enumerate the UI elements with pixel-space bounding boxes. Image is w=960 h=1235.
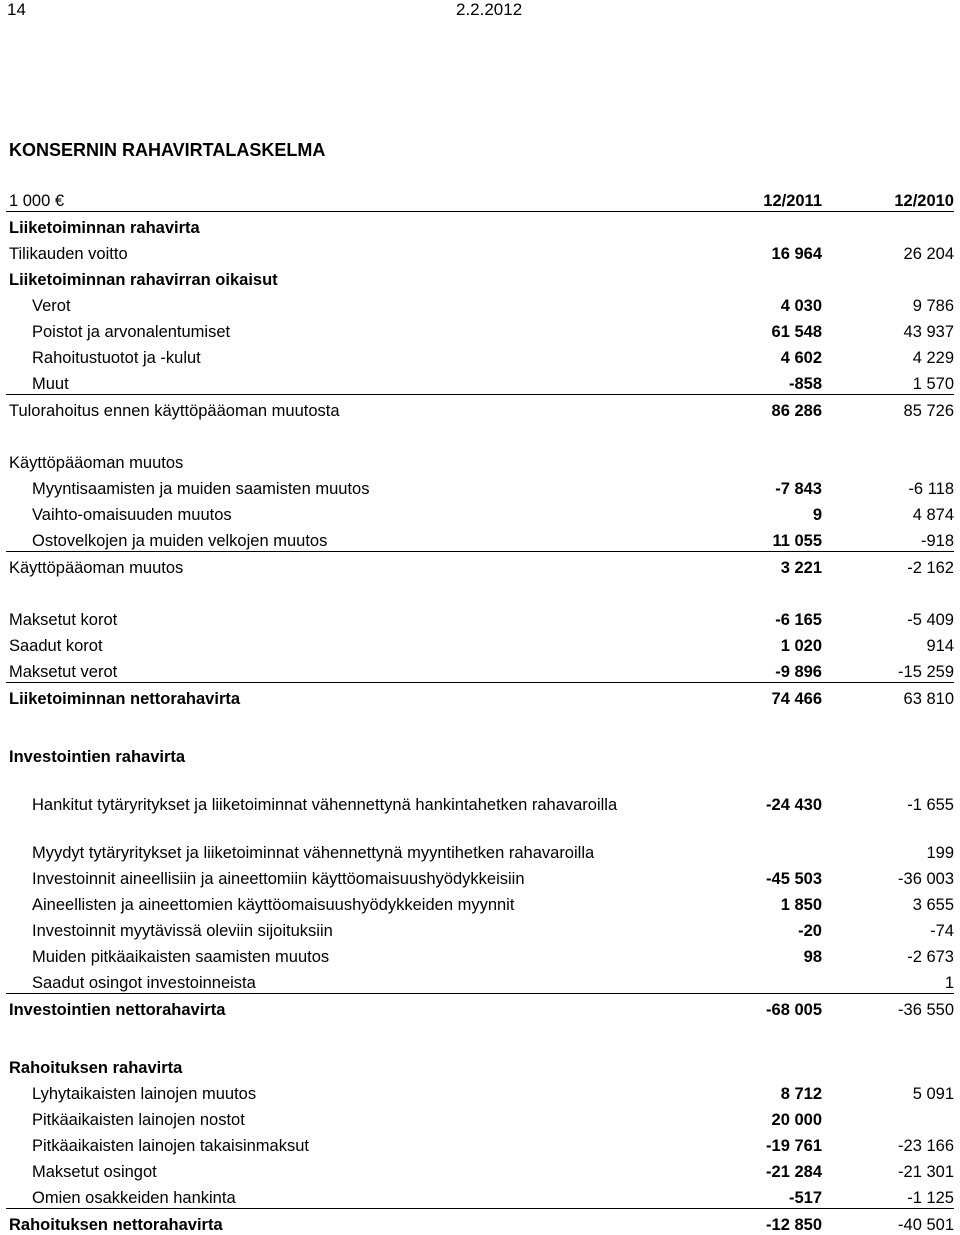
value-2010: 4 874 bbox=[822, 499, 954, 525]
value-2011: -45 503 bbox=[692, 863, 822, 889]
value-2010 bbox=[822, 1052, 954, 1078]
row-label: Hankitut tytäryritykset ja liiketoiminnat vähennettynä hankintahetken rahavaroilla bbox=[6, 767, 692, 815]
table-row bbox=[6, 1130, 954, 1156]
table-row bbox=[6, 1104, 954, 1130]
value-2010: 914 bbox=[822, 630, 954, 656]
row-label: Käyttöpääoman muutos bbox=[6, 447, 692, 473]
table-row bbox=[6, 473, 954, 499]
table-row bbox=[6, 1182, 954, 1209]
value-2011 bbox=[692, 212, 822, 239]
row-label: Maksetut osingot bbox=[6, 1156, 692, 1182]
table-row bbox=[6, 1078, 954, 1104]
table-row bbox=[6, 316, 954, 342]
value-2011 bbox=[692, 967, 822, 994]
subtotal-row bbox=[6, 552, 954, 579]
value-2011: -19 761 bbox=[692, 1130, 822, 1156]
row-label: Muut bbox=[6, 368, 692, 395]
value-2011: 20 000 bbox=[692, 1104, 822, 1130]
row-label: Myyntisaamisten ja muiden saamisten muutos bbox=[6, 473, 692, 499]
value-2010: -6 118 bbox=[822, 473, 954, 499]
total-row bbox=[6, 994, 954, 1021]
value-2010: 1 570 bbox=[822, 368, 954, 395]
value-2011: 3 221 bbox=[692, 552, 822, 579]
value-2010: 85 726 bbox=[822, 395, 954, 422]
value-2010: -5 409 bbox=[822, 604, 954, 630]
value-2010: 199 bbox=[822, 815, 954, 863]
unit-label: 1 000 € bbox=[6, 185, 692, 212]
value-2011: -21 284 bbox=[692, 1156, 822, 1182]
row-label: Saadut korot bbox=[6, 630, 692, 656]
subtotal-row bbox=[6, 395, 954, 422]
value-2011: 4 602 bbox=[692, 342, 822, 368]
column-header-2011: 12/2011 bbox=[692, 185, 822, 212]
value-2010: 43 937 bbox=[822, 316, 954, 342]
value-2010: -2 673 bbox=[822, 941, 954, 967]
value-2011: -9 896 bbox=[692, 656, 822, 683]
section-header-row bbox=[6, 264, 954, 290]
table-row bbox=[6, 967, 954, 994]
value-2011: -517 bbox=[692, 1182, 822, 1209]
row-label: Pitkäaikaisten lainojen takaisinmaksut bbox=[6, 1130, 692, 1156]
value-2011: -858 bbox=[692, 368, 822, 395]
table-row bbox=[6, 630, 954, 656]
value-2011: -12 850 bbox=[692, 1209, 822, 1235]
cash-flow-table bbox=[6, 185, 954, 1235]
table-row bbox=[6, 499, 954, 525]
row-label: Tulorahoitus ennen käyttöpääoman muutosta bbox=[6, 395, 692, 422]
row-label: Käyttöpääoman muutos bbox=[6, 552, 692, 579]
value-2010: -36 003 bbox=[822, 863, 954, 889]
page-number: 14 bbox=[7, 0, 26, 20]
table-row bbox=[6, 342, 954, 368]
value-2010: -1 655 bbox=[822, 767, 954, 815]
row-label: Saadut osingot investoinneista bbox=[6, 967, 692, 994]
row-label: Rahoituksen nettorahavirta bbox=[6, 1209, 692, 1235]
row-label: Investointien nettorahavirta bbox=[6, 994, 692, 1021]
value-2010: -74 bbox=[822, 915, 954, 941]
value-2011: -7 843 bbox=[692, 473, 822, 499]
value-2011: 1 020 bbox=[692, 630, 822, 656]
value-2010: 5 091 bbox=[822, 1078, 954, 1104]
row-label: Myydyt tytäryritykset ja liiketoiminnat vähennettynä myyntihetken rahavaroilla bbox=[6, 815, 692, 863]
value-2011: 8 712 bbox=[692, 1078, 822, 1104]
table-row bbox=[6, 604, 954, 630]
value-2010: -36 550 bbox=[822, 994, 954, 1021]
value-2010: -21 301 bbox=[822, 1156, 954, 1182]
value-2011: 74 466 bbox=[692, 683, 822, 710]
table-row bbox=[6, 863, 954, 889]
row-label: Ostovelkojen ja muiden velkojen muutos bbox=[6, 525, 692, 552]
table-row bbox=[6, 238, 954, 264]
value-2010: 3 655 bbox=[822, 889, 954, 915]
row-label: Aineellisten ja aineettomien käyttöomaisuushyödykkeiden myynnit bbox=[6, 889, 692, 915]
row-label: Rahoituksen rahavirta bbox=[6, 1052, 692, 1078]
value-2011: 86 286 bbox=[692, 395, 822, 422]
report-date: 2.2.2012 bbox=[456, 0, 522, 20]
row-label: Poistot ja arvonalentumiset bbox=[6, 316, 692, 342]
table-row bbox=[6, 915, 954, 941]
value-2010: 63 810 bbox=[822, 683, 954, 710]
total-row bbox=[6, 1209, 954, 1235]
value-2010: -15 259 bbox=[822, 656, 954, 683]
row-label: Maksetut korot bbox=[6, 604, 692, 630]
section-header-row bbox=[6, 1052, 954, 1078]
row-label: Vaihto-omaisuuden muutos bbox=[6, 499, 692, 525]
value-2010 bbox=[822, 264, 954, 290]
value-2011 bbox=[692, 741, 822, 767]
row-label: Liiketoiminnan nettorahavirta bbox=[6, 683, 692, 710]
value-2011: -6 165 bbox=[692, 604, 822, 630]
table-row bbox=[6, 368, 954, 395]
value-2010: 26 204 bbox=[822, 238, 954, 264]
value-2010 bbox=[822, 1104, 954, 1130]
row-label: Investoinnit aineellisiin ja aineettomiin käyttöomaisuushyödykkeisiin bbox=[6, 863, 692, 889]
table-row bbox=[6, 889, 954, 915]
value-2010 bbox=[822, 212, 954, 239]
value-2011: -24 430 bbox=[692, 767, 822, 815]
table-row bbox=[6, 815, 954, 863]
value-2010: 1 bbox=[822, 967, 954, 994]
value-2010: -1 125 bbox=[822, 1182, 954, 1209]
table-row bbox=[6, 1156, 954, 1182]
value-2010: 9 786 bbox=[822, 290, 954, 316]
spacer-row bbox=[6, 1020, 954, 1052]
section-header-row bbox=[6, 741, 954, 767]
section-header-row bbox=[6, 447, 954, 473]
table-row bbox=[6, 290, 954, 316]
row-label: Rahoitustuotot ja -kulut bbox=[6, 342, 692, 368]
value-2011: 1 850 bbox=[692, 889, 822, 915]
value-2011: 4 030 bbox=[692, 290, 822, 316]
table-row bbox=[6, 941, 954, 967]
row-label: Pitkäaikaisten lainojen nostot bbox=[6, 1104, 692, 1130]
value-2010: -2 162 bbox=[822, 552, 954, 579]
value-2011: 61 548 bbox=[692, 316, 822, 342]
value-2011: 16 964 bbox=[692, 238, 822, 264]
total-row bbox=[6, 683, 954, 710]
spacer-row bbox=[6, 709, 954, 741]
value-2011: -68 005 bbox=[692, 994, 822, 1021]
value-2010: -918 bbox=[822, 525, 954, 552]
spacer-row bbox=[6, 421, 954, 447]
table-row bbox=[6, 656, 954, 683]
value-2010: -40 501 bbox=[822, 1209, 954, 1235]
value-2010: -23 166 bbox=[822, 1130, 954, 1156]
value-2011: 9 bbox=[692, 499, 822, 525]
row-label: Muiden pitkäaikaisten saamisten muutos bbox=[6, 941, 692, 967]
row-label: Investoinnit myytävissä oleviin sijoituksiin bbox=[6, 915, 692, 941]
row-label: Tilikauden voitto bbox=[6, 238, 692, 264]
column-header-row bbox=[6, 185, 954, 212]
row-label: Liiketoiminnan rahavirran oikaisut bbox=[6, 264, 692, 290]
row-label: Maksetut verot bbox=[6, 656, 692, 683]
value-2011: 98 bbox=[692, 941, 822, 967]
row-label: Omien osakkeiden hankinta bbox=[6, 1182, 692, 1209]
value-2010: 4 229 bbox=[822, 342, 954, 368]
value-2011: 11 055 bbox=[692, 525, 822, 552]
value-2011 bbox=[692, 815, 822, 863]
value-2011: -20 bbox=[692, 915, 822, 941]
value-2011 bbox=[692, 447, 822, 473]
table-row bbox=[6, 767, 954, 815]
row-label: Investointien rahavirta bbox=[6, 741, 692, 767]
row-label: Verot bbox=[6, 290, 692, 316]
row-label: Lyhytaikaisten lainojen muutos bbox=[6, 1078, 692, 1104]
column-header-2010: 12/2010 bbox=[822, 185, 954, 212]
table-row bbox=[6, 525, 954, 552]
row-label: Liiketoiminnan rahavirta bbox=[6, 212, 692, 239]
page-title: KONSERNIN RAHAVIRTALASKELMA bbox=[9, 140, 325, 161]
spacer-row bbox=[6, 578, 954, 604]
value-2011 bbox=[692, 264, 822, 290]
value-2011 bbox=[692, 1052, 822, 1078]
value-2010 bbox=[822, 447, 954, 473]
section-header-row bbox=[6, 212, 954, 239]
value-2010 bbox=[822, 741, 954, 767]
